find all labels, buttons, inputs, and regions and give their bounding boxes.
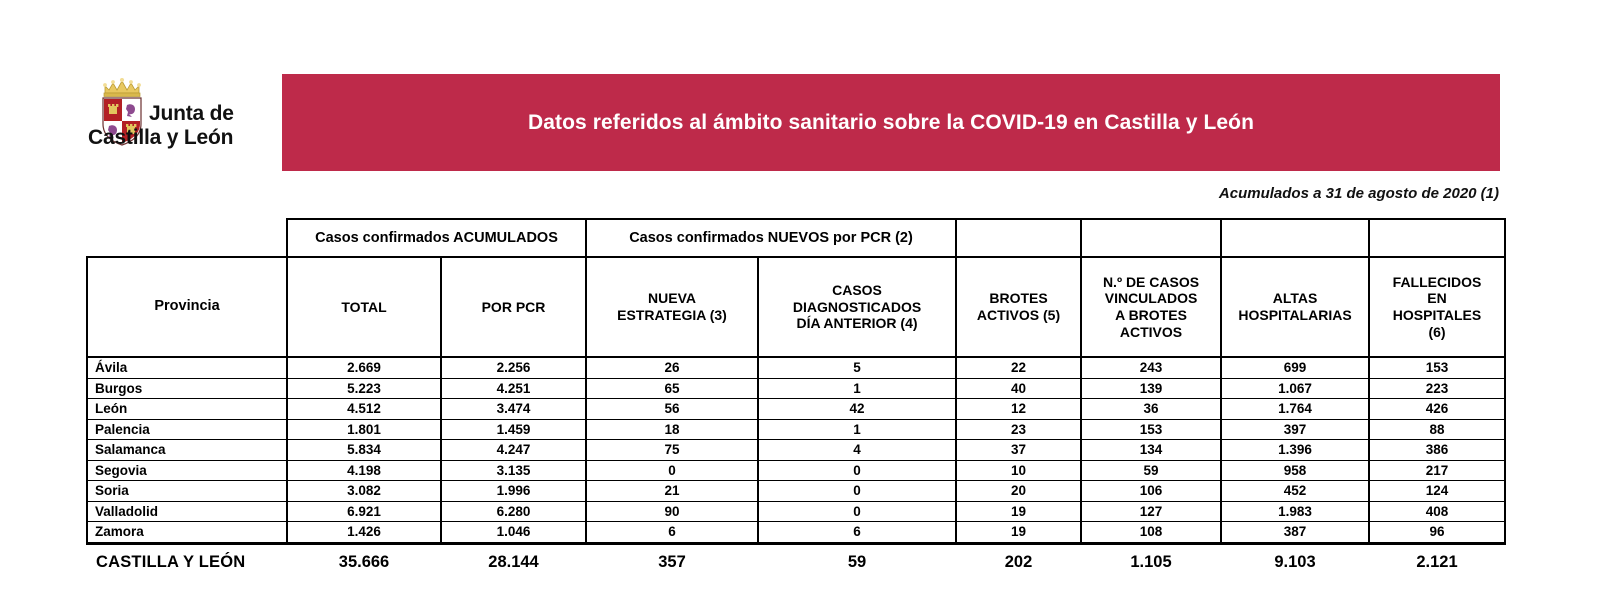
cell-fallecidos: 426 xyxy=(1369,399,1505,420)
cell-nueva-estrategia: 18 xyxy=(586,419,758,440)
cell-nueva-estrategia: 0 xyxy=(586,460,758,481)
cell-brotes-activos: 10 xyxy=(956,460,1081,481)
table-row xyxy=(87,440,1505,461)
cell-por-pcr: 3.474 xyxy=(441,399,586,420)
col-header-casos-vinculados xyxy=(1081,257,1221,357)
group-header-spacer-vinculados xyxy=(1081,219,1221,257)
cell-fallecidos: 124 xyxy=(1369,481,1505,502)
cell-casos-vinculados: 127 xyxy=(1081,501,1221,522)
junta-logo xyxy=(88,78,268,173)
total-cell-total: 35.666 xyxy=(287,543,441,578)
cell-total: 4.512 xyxy=(287,399,441,420)
col-header-casos-dia-anterior xyxy=(758,257,956,357)
cell-total: 5.834 xyxy=(287,440,441,461)
cell-provincia: León xyxy=(87,399,287,420)
cell-altas: 1.764 xyxy=(1221,399,1369,420)
col-header-casos-vinculados-l2: VINCULADOS xyxy=(1104,290,1198,307)
table-row xyxy=(87,460,1505,481)
cell-fallecidos: 386 xyxy=(1369,440,1505,461)
total-cell-provincia: CASTILLA Y LEÓN xyxy=(87,543,287,578)
cell-brotes-activos: 19 xyxy=(956,522,1081,544)
col-header-nueva-estrategia xyxy=(586,257,758,357)
table-group-header-row xyxy=(87,219,1505,257)
cell-brotes-activos: 19 xyxy=(956,501,1081,522)
cell-brotes-activos: 20 xyxy=(956,481,1081,502)
col-header-fallecidos-l3: HOSPITALES xyxy=(1392,307,1482,323)
cell-altas: 699 xyxy=(1221,357,1369,378)
cell-altas: 1.396 xyxy=(1221,440,1369,461)
cell-nueva-estrategia: 6 xyxy=(586,522,758,544)
cell-casos-vinculados: 36 xyxy=(1081,399,1221,420)
title-banner xyxy=(282,74,1500,171)
cell-altas: 1.067 xyxy=(1221,378,1369,399)
cell-total: 4.198 xyxy=(287,460,441,481)
table-row xyxy=(87,522,1505,544)
junta-logo-line2: Castilla y León xyxy=(88,125,234,149)
group-header-spacer-fallecidos xyxy=(1369,219,1505,257)
cell-altas: 397 xyxy=(1221,419,1369,440)
table-column-header-row xyxy=(87,257,1505,357)
cell-fallecidos: 88 xyxy=(1369,419,1505,440)
table-row xyxy=(87,378,1505,399)
col-header-fallecidos-l2: EN xyxy=(1427,290,1447,307)
cell-por-pcr: 6.280 xyxy=(441,501,586,522)
cell-casos-dia-anterior: 5 xyxy=(758,357,956,378)
cell-casos-vinculados: 134 xyxy=(1081,440,1221,461)
cell-casos-dia-anterior: 0 xyxy=(758,481,956,502)
junta-logo-line1: Junta de xyxy=(149,102,234,125)
cell-altas: 452 xyxy=(1221,481,1369,502)
accumulation-date-note: Acumulados a 31 de agosto de 2020 (1) xyxy=(1218,185,1499,202)
table-row xyxy=(87,481,1505,502)
cell-casos-vinculados: 139 xyxy=(1081,378,1221,399)
group-header-nuevos: Casos confirmados NUEVOS por PCR (2) xyxy=(586,219,956,257)
cell-por-pcr: 4.247 xyxy=(441,440,586,461)
cell-casos-vinculados: 106 xyxy=(1081,481,1221,502)
total-cell-casos-vinculados: 1.105 xyxy=(1081,543,1221,578)
cell-fallecidos: 96 xyxy=(1369,522,1505,544)
cell-provincia: Zamora xyxy=(87,522,287,544)
group-header-spacer-brotes xyxy=(956,219,1081,257)
page-title: Datos referidos al ámbito sanitario sobre la COVID-19 en Castilla y León xyxy=(527,110,1255,134)
cell-por-pcr: 1.996 xyxy=(441,481,586,502)
col-header-casos-dia-anterior-l3: DÍA ANTERIOR (4) xyxy=(796,315,918,332)
table-row xyxy=(87,357,1505,378)
col-header-altas-l1: ALTAS xyxy=(1272,290,1318,307)
col-header-altas-l2: HOSPITALARIAS xyxy=(1238,307,1352,323)
cell-por-pcr: 1.459 xyxy=(441,419,586,440)
cell-brotes-activos: 37 xyxy=(956,440,1081,461)
cell-fallecidos: 217 xyxy=(1369,460,1505,481)
col-header-nueva-estrategia-l1: NUEVA xyxy=(648,290,696,307)
table-total-row xyxy=(87,543,1505,578)
cell-provincia: Soria xyxy=(87,481,287,502)
group-header-spacer-altas xyxy=(1221,219,1369,257)
col-header-altas xyxy=(1221,257,1369,357)
table-row xyxy=(87,501,1505,522)
cell-total: 5.223 xyxy=(287,378,441,399)
cell-brotes-activos: 23 xyxy=(956,419,1081,440)
cell-provincia: Burgos xyxy=(87,378,287,399)
cell-total: 1.426 xyxy=(287,522,441,544)
cell-casos-dia-anterior: 6 xyxy=(758,522,956,544)
total-cell-altas: 9.103 xyxy=(1221,543,1369,578)
group-header-spacer xyxy=(87,219,287,257)
cell-provincia: Palencia xyxy=(87,419,287,440)
cell-casos-vinculados: 153 xyxy=(1081,419,1221,440)
cell-total: 1.801 xyxy=(287,419,441,440)
cell-nueva-estrategia: 21 xyxy=(586,481,758,502)
col-header-provincia: Provincia xyxy=(87,257,287,357)
col-header-casos-dia-anterior-l1: CASOS xyxy=(832,282,882,299)
table-row xyxy=(87,419,1505,440)
cell-total: 3.082 xyxy=(287,481,441,502)
total-cell-fallecidos: 2.121 xyxy=(1369,543,1505,578)
cell-casos-vinculados: 59 xyxy=(1081,460,1221,481)
cell-casos-dia-anterior: 42 xyxy=(758,399,956,420)
cell-provincia: Salamanca xyxy=(87,440,287,461)
cell-provincia: Valladolid xyxy=(87,501,287,522)
table-row xyxy=(87,399,1505,420)
total-cell-brotes-activos: 202 xyxy=(956,543,1081,578)
col-header-casos-vinculados-l4: ACTIVOS xyxy=(1119,323,1183,340)
cell-fallecidos: 408 xyxy=(1369,501,1505,522)
col-header-fallecidos-l1: FALLECIDOS xyxy=(1392,273,1482,290)
table-body xyxy=(87,357,1505,578)
cell-provincia: Ávila xyxy=(87,357,287,378)
cell-altas: 387 xyxy=(1221,522,1369,544)
cell-nueva-estrategia: 90 xyxy=(586,501,758,522)
cell-altas: 1.983 xyxy=(1221,501,1369,522)
col-header-casos-dia-anterior-l2: DIAGNOSTICADOS xyxy=(792,298,922,315)
col-header-casos-vinculados-l1: N.º DE CASOS xyxy=(1102,273,1200,290)
cell-brotes-activos: 22 xyxy=(956,357,1081,378)
cell-casos-dia-anterior: 1 xyxy=(758,378,956,399)
cell-nueva-estrategia: 75 xyxy=(586,440,758,461)
covid-data-table xyxy=(86,218,1506,578)
cell-provincia: Segovia xyxy=(87,460,287,481)
cell-nueva-estrategia: 56 xyxy=(586,399,758,420)
cell-casos-vinculados: 108 xyxy=(1081,522,1221,544)
group-header-acumulados: Casos confirmados ACUMULADOS xyxy=(287,219,586,257)
cell-por-pcr: 2.256 xyxy=(441,357,586,378)
cell-total: 2.669 xyxy=(287,357,441,378)
cell-casos-vinculados: 243 xyxy=(1081,357,1221,378)
col-header-brotes-activos-l1: BROTES xyxy=(989,290,1048,307)
col-header-casos-vinculados-l3: A BROTES xyxy=(1115,307,1187,323)
cell-por-pcr: 3.135 xyxy=(441,460,586,481)
cell-nueva-estrategia: 65 xyxy=(586,378,758,399)
col-header-por-pcr: POR PCR xyxy=(441,257,586,357)
col-header-total: TOTAL xyxy=(287,257,441,357)
cell-total: 6.921 xyxy=(287,501,441,522)
cell-fallecidos: 223 xyxy=(1369,378,1505,399)
col-header-fallecidos xyxy=(1369,257,1505,357)
cell-brotes-activos: 12 xyxy=(956,399,1081,420)
cell-casos-dia-anterior: 0 xyxy=(758,501,956,522)
col-header-brotes-activos xyxy=(956,257,1081,357)
cell-casos-dia-anterior: 1 xyxy=(758,419,956,440)
cell-fallecidos: 153 xyxy=(1369,357,1505,378)
total-cell-por-pcr: 28.144 xyxy=(441,543,586,578)
cell-nueva-estrategia: 26 xyxy=(586,357,758,378)
total-cell-casos-dia-anterior: 59 xyxy=(758,543,956,578)
cell-por-pcr: 1.046 xyxy=(441,522,586,544)
page-header xyxy=(0,0,1600,202)
total-cell-nueva-estrategia: 357 xyxy=(586,543,758,578)
covid-data-table-container xyxy=(86,218,1504,578)
cell-por-pcr: 4.251 xyxy=(441,378,586,399)
cell-brotes-activos: 40 xyxy=(956,378,1081,399)
col-header-fallecidos-l4: (6) xyxy=(1428,323,1446,340)
cell-altas: 958 xyxy=(1221,460,1369,481)
junta-logo-text xyxy=(88,102,268,149)
cell-casos-dia-anterior: 4 xyxy=(758,440,956,461)
cell-casos-dia-anterior: 0 xyxy=(758,460,956,481)
col-header-brotes-activos-l2: ACTIVOS (5) xyxy=(976,307,1061,323)
col-header-nueva-estrategia-l2: ESTRATEGIA (3) xyxy=(617,307,727,323)
